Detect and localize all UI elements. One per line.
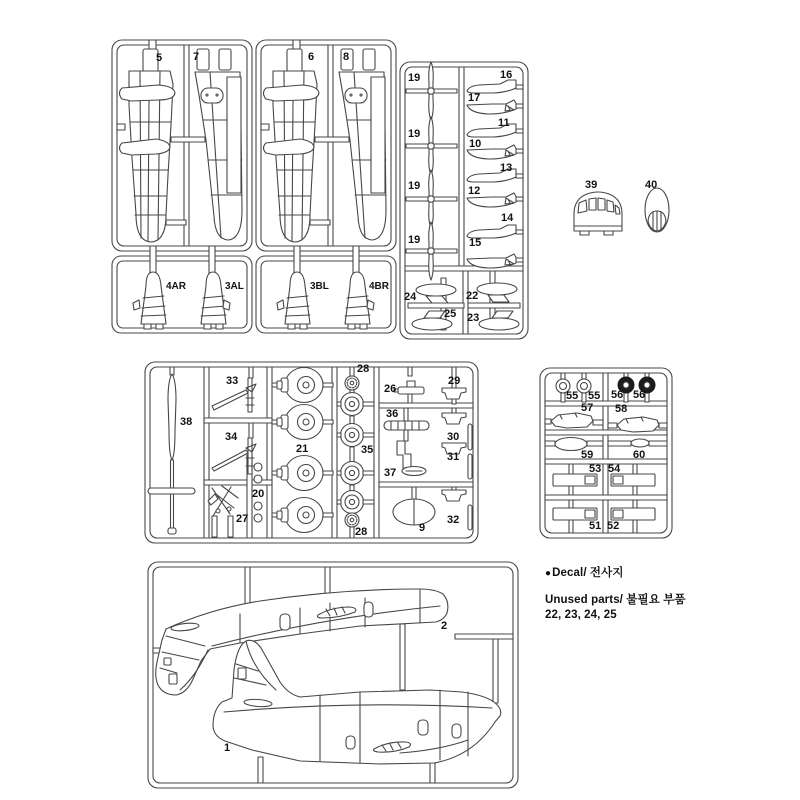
part-label-19a: 19 — [408, 72, 421, 84]
part-label-33: 33 — [226, 375, 239, 387]
part-label-39: 39 — [585, 179, 598, 191]
part-label-26: 26 — [384, 383, 397, 395]
part-oval-59 — [545, 438, 603, 451]
part-label-19d: 19 — [408, 234, 421, 246]
clear-part-blister — [645, 188, 669, 232]
part-gear-27 — [208, 486, 238, 537]
part-label-11: 11 — [498, 117, 510, 129]
part-label-60: 60 — [633, 449, 646, 461]
part-label-37: 37 — [384, 467, 397, 479]
decal-note — [545, 566, 624, 581]
part-label-14: 14 — [501, 212, 514, 224]
sprue-d — [145, 362, 478, 543]
part-label-53: 53 — [589, 463, 602, 475]
part-label-52: 52 — [607, 520, 620, 532]
part-label-3BL: 3BL — [310, 281, 329, 292]
clear-part-canopy — [574, 192, 622, 235]
sprue-e — [540, 368, 672, 538]
part-strut-33 — [212, 367, 256, 412]
part-label-56b: 56 — [633, 389, 646, 401]
part-label-55b: 55 — [588, 390, 601, 402]
part-label-12: 12 — [468, 185, 481, 197]
part-label-31: 31 — [447, 451, 460, 463]
part-propeller-19-group — [406, 62, 457, 280]
part-label-23: 23 — [467, 312, 480, 324]
part-label-40: 40 — [645, 179, 658, 191]
part-label-20: 20 — [252, 488, 265, 500]
part-label-7: 7 — [193, 51, 200, 63]
part-label-27: 27 — [236, 513, 249, 525]
part-label-19c: 19 — [408, 180, 421, 192]
part-label-1: 1 — [224, 742, 231, 754]
part-disc-37 — [402, 467, 426, 476]
part-label-9: 9 — [419, 522, 426, 534]
part-label-4AR: 4AR — [166, 281, 187, 292]
part-brackets-group — [442, 367, 472, 530]
part-label-51: 51 — [589, 520, 602, 532]
part-mast-38 — [148, 367, 195, 534]
sprue-f — [148, 562, 518, 788]
unused-parts-title: Unused parts/ 불필요 부품 — [545, 594, 686, 606]
part-label-29: 29 — [448, 375, 461, 387]
part-label-30: 30 — [447, 431, 460, 443]
part-label-54: 54 — [608, 463, 621, 475]
part-label-56a: 56 — [611, 389, 624, 401]
part-label-8: 8 — [343, 51, 350, 63]
decal-note-text: Decal/ 전사지 — [552, 567, 624, 579]
part-label-15: 15 — [469, 237, 482, 249]
part-label-10: 10 — [469, 138, 482, 150]
part-fitting-26 — [394, 367, 424, 394]
part-label-28-bottom: 28 — [355, 526, 368, 538]
part-label-5: 5 — [156, 52, 163, 64]
part-label-2: 2 — [441, 620, 448, 632]
part-fairing-57 — [545, 413, 603, 428]
part-oval-60 — [608, 439, 667, 447]
part-label-22: 22 — [466, 290, 479, 302]
part-dome-9 — [393, 487, 435, 525]
part-label-25: 25 — [444, 308, 457, 320]
part-label-19b: 19 — [408, 128, 421, 140]
bullet-icon: ● — [545, 568, 552, 579]
part-label-38: 38 — [180, 416, 193, 428]
part-label-32: 32 — [447, 514, 460, 526]
sprue-c — [400, 62, 528, 339]
part-label-6: 6 — [308, 51, 315, 63]
part-label-16: 16 — [500, 69, 513, 81]
part-label-13: 13 — [500, 162, 513, 174]
part-label-24: 24 — [404, 291, 417, 303]
part-label-55a: 55 — [566, 390, 579, 402]
part-label-28-top: 28 — [357, 363, 370, 375]
part-label-59: 59 — [581, 449, 594, 461]
unused-parts-list: 22, 23, 24, 25 — [545, 609, 617, 621]
part-label-57: 57 — [581, 402, 594, 414]
part-label-36: 36 — [386, 408, 399, 420]
part-label-34: 34 — [225, 431, 238, 443]
part-label-4BR: 4BR — [369, 281, 390, 292]
part-bracket-z — [397, 430, 411, 468]
part-label-17: 17 — [468, 92, 481, 104]
part-label-21: 21 — [296, 443, 309, 455]
part-label-35: 35 — [361, 444, 374, 456]
part-fuselage-1 — [213, 640, 501, 764]
part-label-58: 58 — [615, 403, 628, 415]
part-label-3AL: 3AL — [225, 281, 244, 292]
